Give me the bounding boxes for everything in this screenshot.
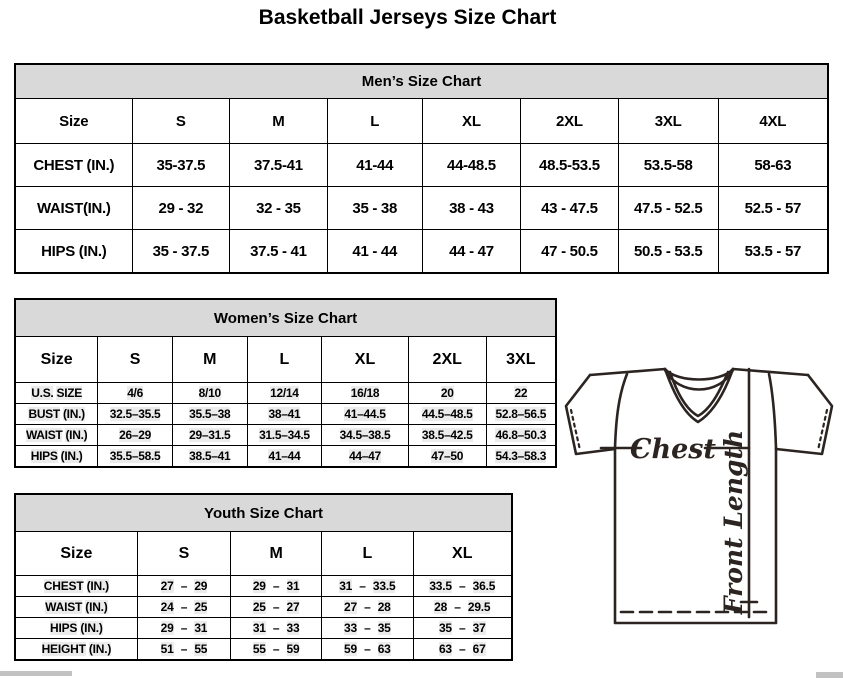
column-header: Size [15,337,98,383]
mens-size-table [14,63,829,274]
size-value: 53.5-58 [618,144,718,187]
size-value: 35-37.5 [132,144,230,187]
table-row [15,425,556,446]
size-value: 47–50 [408,446,486,468]
size-value: 29–31.5 [172,425,247,446]
row-label: WAIST(IN.) [15,187,132,230]
column-header: Size [15,532,137,576]
size-value: 44-48.5 [422,144,520,187]
column-header: XL [322,337,409,383]
size-value: 41-44 [327,144,422,187]
table-row [15,597,512,618]
size-value: 58-63 [718,144,828,187]
column-header: XL [413,532,512,576]
size-value: 41–44.5 [322,404,409,425]
size-value: 37.5-41 [230,144,328,187]
table-row [15,446,556,468]
column-header: Size [15,99,132,144]
table-caption-row [15,299,556,337]
page-title: Basketball Jerseys Size Chart [258,6,557,29]
youth-table-title: Youth Size Chart [15,494,512,532]
column-header: 3XL [486,337,556,383]
table-caption-row [15,494,512,532]
row-label: U.S. SIZE [15,383,98,404]
size-value: 51 – 55 [137,639,230,661]
size-value: 27 – 29 [137,576,230,597]
size-value: 31.5–34.5 [247,425,322,446]
size-value: 32.5–35.5 [98,404,173,425]
womens-size-table [14,298,557,468]
table-row [15,576,512,597]
size-value: 47.5 - 52.5 [618,187,718,230]
size-value: 54.3–58.3 [486,446,556,468]
size-value: 35 - 38 [327,187,422,230]
column-header: 3XL [618,99,718,144]
column-header: M [231,532,322,576]
column-header: S [98,337,173,383]
size-value: 38 - 43 [422,187,520,230]
table-header-row [15,337,556,383]
size-value: 31 – 33 [231,618,322,639]
size-value: 43 - 47.5 [521,187,619,230]
column-header: 2XL [521,99,619,144]
size-value: 38.5–42.5 [408,425,486,446]
column-header: S [132,99,230,144]
chest-label: Chest [630,434,716,465]
row-label: WAIST (IN.) [15,597,137,618]
horizontal-scrollbar-thumb[interactable] [0,671,72,676]
row-label: CHEST (IN.) [15,144,132,187]
table-header-row [15,532,512,576]
size-value: 46.8–50.3 [486,425,556,446]
size-value: 35.5–58.5 [98,446,173,468]
table-row [15,639,512,661]
size-value: 31 – 33.5 [322,576,413,597]
size-value: 38.5–41 [172,446,247,468]
row-label: HIPS (IN.) [15,446,98,468]
size-value: 50.5 - 53.5 [618,230,718,274]
column-header: 2XL [408,337,486,383]
row-label: HIPS (IN.) [15,618,137,639]
size-value: 38–41 [247,404,322,425]
scrollbar-corner [816,672,843,678]
size-value: 35 - 37.5 [132,230,230,274]
table-row [15,404,556,425]
table-row [15,230,828,274]
size-value: 48.5-53.5 [521,144,619,187]
size-value: 29 – 31 [137,618,230,639]
size-value: 8/10 [172,383,247,404]
size-value: 33.5 – 36.5 [413,576,512,597]
size-value: 53.5 - 57 [718,230,828,274]
table-row [15,618,512,639]
size-value: 29 - 32 [132,187,230,230]
column-header: M [172,337,247,383]
table-caption-row [15,64,828,99]
size-value: 28 – 29.5 [413,597,512,618]
size-value: 34.5–38.5 [322,425,409,446]
row-label: HEIGHT (IN.) [15,639,137,661]
size-value: 33 – 35 [322,618,413,639]
size-value: 29 – 31 [231,576,322,597]
jersey-outline [566,369,832,623]
size-value: 44 - 47 [422,230,520,274]
size-value: 63 – 67 [413,639,512,661]
size-value: 16/18 [322,383,409,404]
table-row [15,383,556,404]
column-header: XL [422,99,520,144]
size-value: 27 – 28 [322,597,413,618]
column-header: L [327,99,422,144]
mens-table-title: Men’s Size Chart [15,64,828,99]
size-value: 32 - 35 [230,187,328,230]
size-value: 26–29 [98,425,173,446]
front-length-label: Front Length [719,429,748,615]
column-header: L [247,337,322,383]
table-header-row [15,99,828,144]
size-value: 44.5–48.5 [408,404,486,425]
size-value: 47 - 50.5 [521,230,619,274]
womens-table-title: Women’s Size Chart [15,299,556,337]
column-header: S [137,532,230,576]
column-header: 4XL [718,99,828,144]
size-value: 35 – 37 [413,618,512,639]
row-label: WAIST (IN.) [15,425,98,446]
youth-size-table [14,493,513,661]
size-value: 37.5 - 41 [230,230,328,274]
size-value: 52.8–56.5 [486,404,556,425]
column-header: M [230,99,328,144]
size-value: 20 [408,383,486,404]
size-value: 24 – 25 [137,597,230,618]
table-row [15,144,828,187]
column-header: L [322,532,413,576]
size-value: 55 – 59 [231,639,322,661]
size-value: 52.5 - 57 [718,187,828,230]
size-value: 44–47 [322,446,409,468]
size-value: 22 [486,383,556,404]
table-row [15,187,828,230]
row-label: HIPS (IN.) [15,230,132,274]
size-value: 41 - 44 [327,230,422,274]
row-label: BUST (IN.) [15,404,98,425]
size-value: 12/14 [247,383,322,404]
size-value: 4/6 [98,383,173,404]
row-label: CHEST (IN.) [15,576,137,597]
size-value: 25 – 27 [231,597,322,618]
size-value: 41–44 [247,446,322,468]
jersey-measurement-diagram [557,362,843,662]
size-value: 35.5–38 [172,404,247,425]
size-value: 59 – 63 [322,639,413,661]
